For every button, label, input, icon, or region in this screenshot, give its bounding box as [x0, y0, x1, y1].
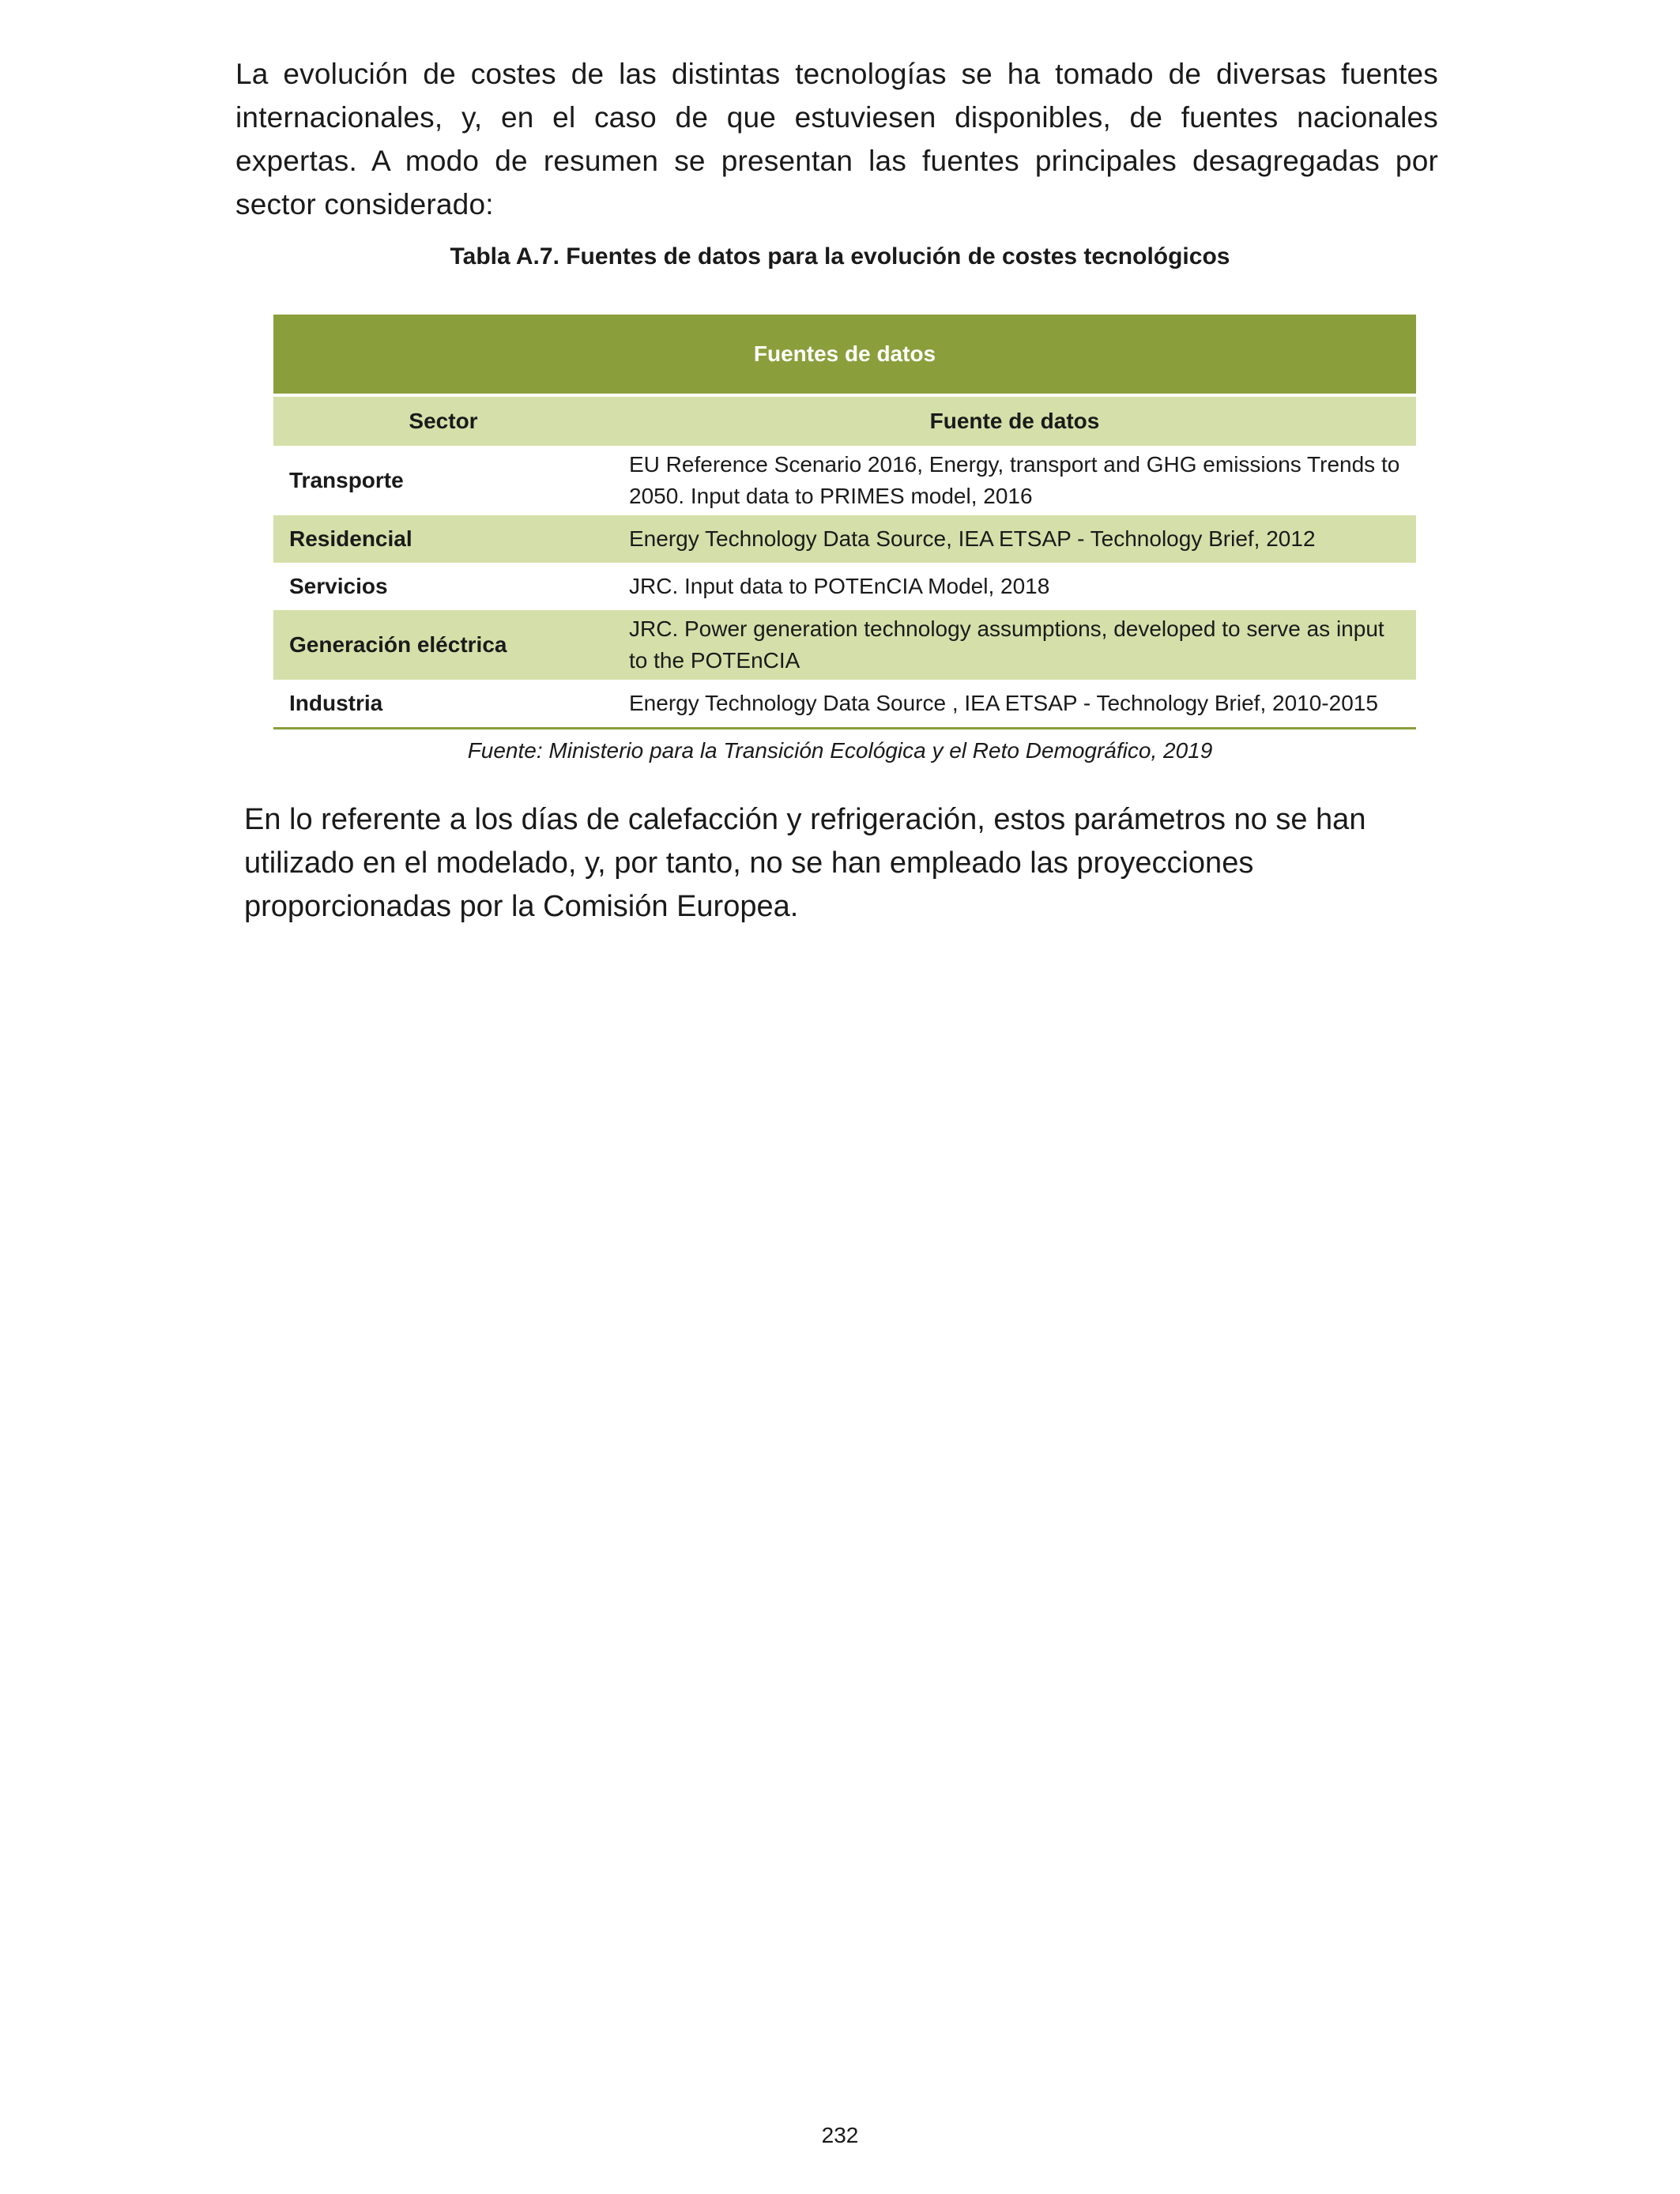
sector-cell: Industria [273, 680, 613, 729]
source-cell: Energy Technology Data Source, IEA ETSAP - Technology Brief, 2012 [613, 515, 1416, 563]
table-row [273, 680, 1416, 729]
closing-paragraph: En lo referente a los días de calefacción y refrigeración, estos parámetros no se han utilizado en el modelado, y, por tanto, no se han empleado las proyecciones proporcionadas por la Comisión Europea. [244, 803, 1366, 923]
table-row [273, 515, 1416, 563]
column-header-source: Fuente de datos [613, 395, 1416, 446]
source-cell: JRC. Power generation technology assumptions, developed to serve as input to the POTEnCIA [613, 610, 1416, 680]
table-row [273, 610, 1416, 680]
table-row [273, 563, 1416, 610]
page-number: 232 [821, 2123, 859, 2147]
table-main-header: Fuentes de datos [273, 315, 1416, 395]
source-cell: JRC. Input data to POTEnCIA Model, 2018 [629, 574, 1050, 598]
column-header-sector: Sector [273, 395, 613, 446]
sector-cell: Generación eléctrica [273, 610, 613, 680]
table-row [273, 446, 1416, 515]
sector-cell: Residencial [273, 515, 613, 563]
sources-table [273, 315, 1416, 729]
intro-paragraph: La evolución de costes de las distintas tecnologías se ha tomado de diversas fuentes internacionales, y, en el caso de que estuviesen disponibles, de fuentes nacionales expertas. A modo de resumen se presentan las fuentes principales desagregadas por sector considerado: [235, 58, 1438, 221]
table-caption: Tabla A.7. Fuentes de datos para la evolución de costes tecnológicos [450, 243, 1230, 270]
sector-cell: Servicios [289, 574, 388, 598]
source-cell: EU Reference Scenario 2016, Energy, transport and GHG emissions Trends to 2050. Input data to PRIMES model, 2016 [629, 452, 1400, 508]
sector-cell: Transporte [289, 468, 404, 492]
source-cell: Energy Technology Data Source , IEA ETSAP - Technology Brief, 2010-2015 [613, 680, 1416, 729]
table-source-note: Fuente: Ministerio para la Transición Ecológica y el Reto Demográfico, 2019 [467, 738, 1213, 763]
